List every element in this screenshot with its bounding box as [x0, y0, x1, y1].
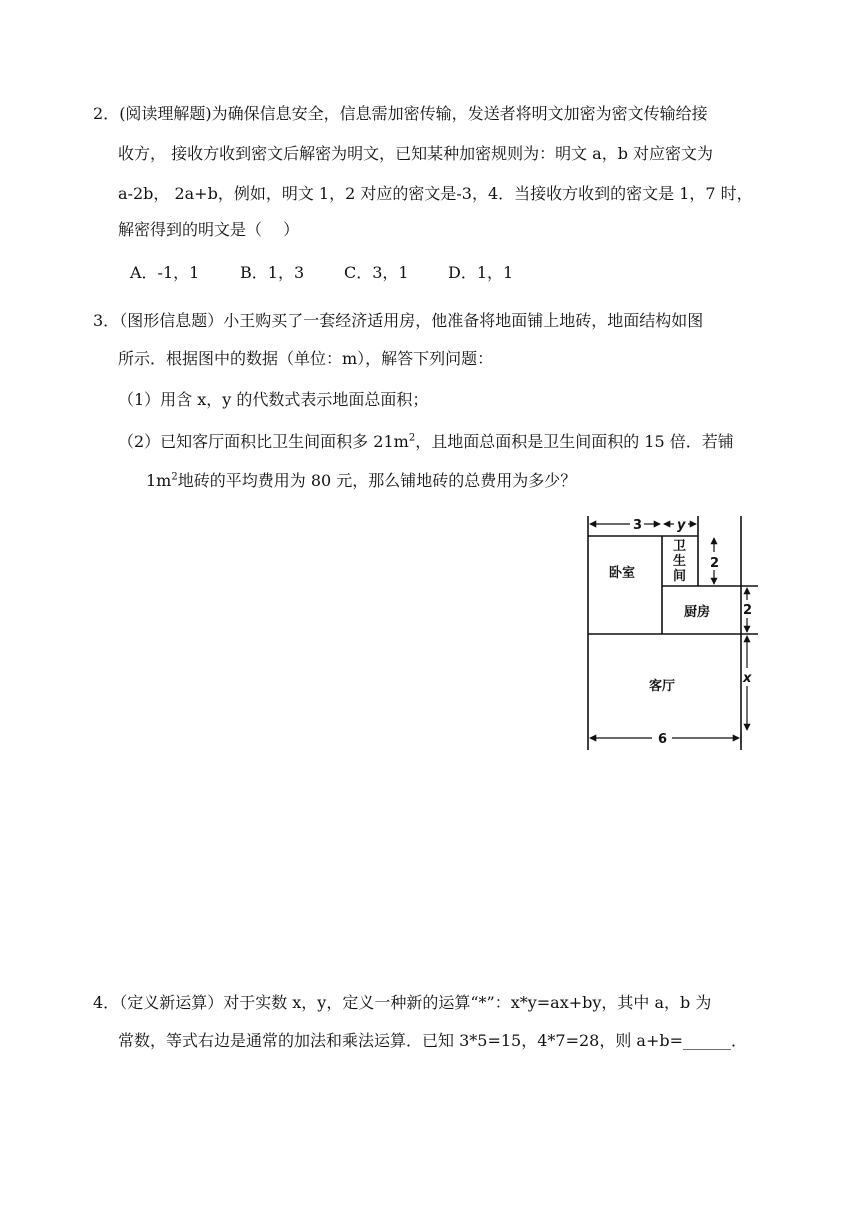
q3-part-3: [146, 471, 576, 491]
q2-option-b: B．1，3: [240, 263, 305, 282]
q2-option-d: D．1，1: [448, 263, 514, 282]
q2-line-3: a-2b， 2a+b，例如，明文 1，2 对应的密文是-3，4．当接收方收到的密文是 1，7 时，: [118, 184, 753, 203]
q2-line-1: [93, 104, 708, 124]
q3-part-3-a: 1m: [146, 471, 172, 490]
dim-living-height-label: x: [743, 671, 752, 686]
q3-part-2-a: （2）已知客厅面积比卫生间面积多 21m: [118, 432, 409, 451]
q2-line-4: 解密得到的明文是（ ）: [118, 220, 300, 239]
room-living-label: 客厅: [649, 679, 676, 694]
dim-top-left-label: 3: [633, 518, 643, 533]
dim-kitchen-height-label: 2: [743, 603, 753, 618]
q4-text-1: （定义新运算）对于实数 x，y，定义一种新的运算“*”：x*y=ax+by，其中 a，b 为: [119, 993, 712, 1012]
room-bath-label-2: 生: [673, 554, 687, 569]
floor-plan-svg: [580, 510, 770, 760]
dim-bottom-label: 6: [658, 732, 668, 747]
room-kitchen-label: 厨房: [684, 605, 711, 620]
q3-part-3-sup: 2: [171, 471, 178, 483]
room-bath-label-3: 间: [673, 569, 687, 584]
q3-part-2-b: ，且地面总面积是卫生间面积的 15 倍．若铺: [415, 432, 734, 451]
q3-part-2-sup: 2: [408, 432, 416, 444]
floor-plan-figure: [580, 510, 770, 760]
dim-bath-height-label: 2: [710, 556, 720, 571]
q2-option-c: C．3，1: [344, 263, 409, 282]
q2-options: [130, 263, 513, 283]
q3-line-1: [93, 311, 703, 331]
q4-line-2: 常数，等式右边是通常的加法和乘法运算．已知 3*5=15，4*7=28，则 a+b=______．: [118, 1031, 748, 1050]
q4-number: 4．: [93, 993, 120, 1012]
q3-line-2: 所示．根据图中的数据（单位：m），解答下列问题：: [118, 349, 494, 368]
q2-line-2: 收方， 接收方收到密文后解密为明文，已知某种加密规则为：明文 a，b 对应密文为: [118, 144, 714, 163]
q2-text-1: (阅读理解题)为确保信息安全，信息需加密传输，发送者将明文加密为密文传输给接: [119, 104, 708, 123]
dim-top-right-label: y: [677, 518, 686, 533]
q3-text-1: （图形信息题）小王购买了一套经济适用房，他准备将地面铺上地砖，地面结构如图: [119, 311, 704, 330]
q3-number: 3．: [93, 311, 120, 330]
q2-number: 2．: [93, 104, 120, 123]
room-bedroom-label: 卧室: [609, 566, 636, 581]
q2-option-a: A．-1，1: [130, 263, 200, 282]
q3-part-1: （1）用含 x，y 的代数式表示地面总面积；: [118, 390, 429, 409]
q3-part-2: [118, 432, 734, 452]
q4-line-1: [93, 993, 711, 1013]
q3-part-3-b: 地砖的平均费用为 80 元，那么铺地砖的总费用为多少？: [177, 471, 577, 490]
room-bath-label-1: 卫: [673, 539, 687, 554]
